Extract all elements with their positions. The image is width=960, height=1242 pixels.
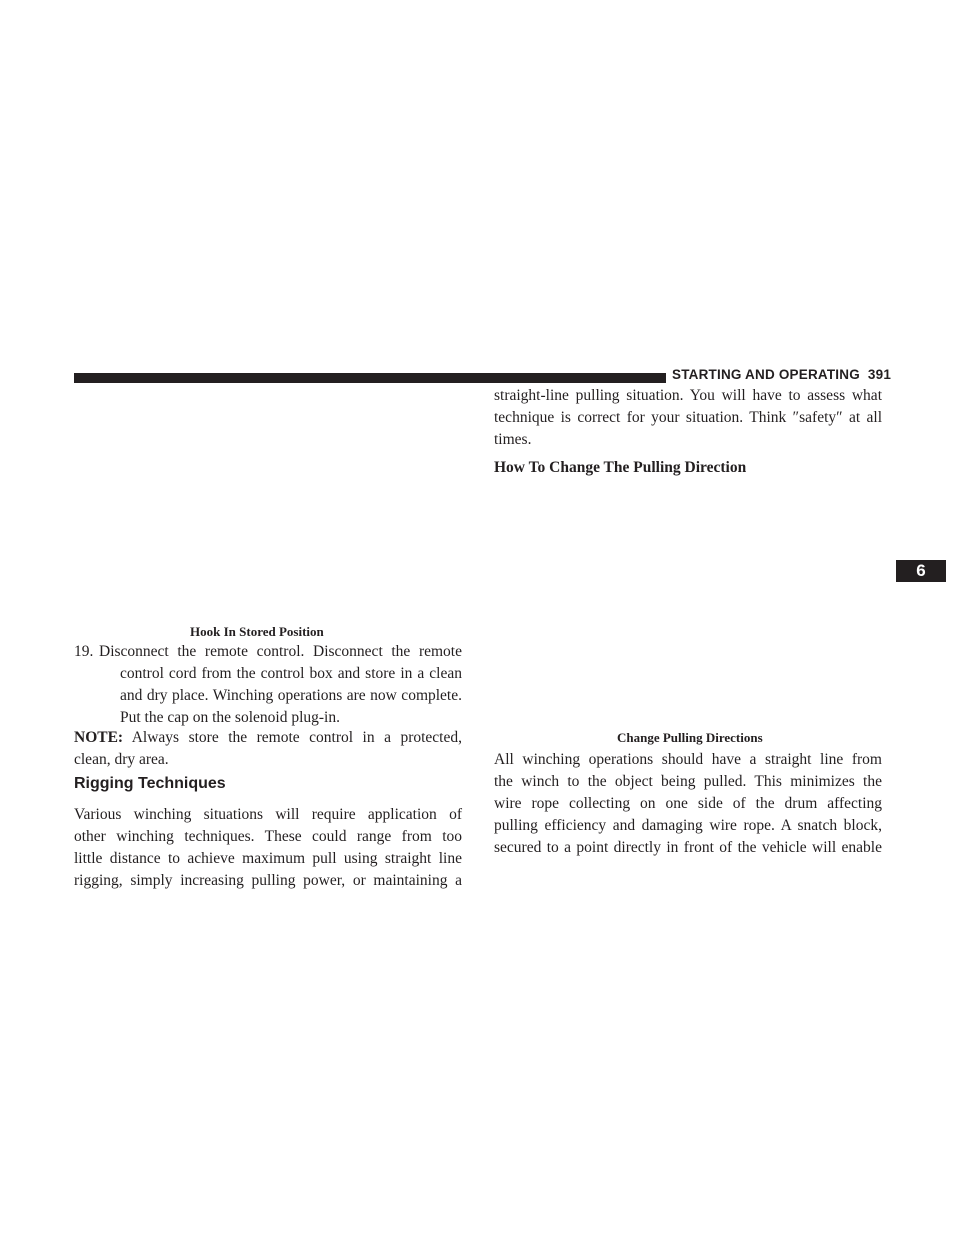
step-19 bbox=[74, 641, 462, 729]
paragraph-line: All winching operations should have a straight line from bbox=[494, 751, 882, 768]
paragraph-line: straight-line pulling situation. You will have to assess what bbox=[494, 387, 882, 404]
paragraph-line: secured to a point directly in front of the vehicle will enable bbox=[494, 839, 882, 856]
paragraph-line: little distance to achieve maximum pull using straight line bbox=[74, 850, 462, 867]
header-rule bbox=[74, 373, 666, 383]
section-title: STARTING AND OPERATING bbox=[672, 367, 860, 382]
continuation-paragraph bbox=[494, 385, 882, 451]
note-text-cont: clean, dry area. bbox=[74, 751, 169, 768]
note bbox=[74, 727, 462, 771]
page-number: 391 bbox=[867, 367, 892, 382]
step-line: Disconnect the remote control. Disconnect the remote bbox=[99, 643, 462, 660]
step-line: and dry place. Winching operations are now complete. bbox=[120, 687, 462, 704]
figure-caption-hook: Hook In Stored Position bbox=[190, 624, 324, 639]
paragraph-line: other winching techniques. These could range from too bbox=[74, 828, 462, 845]
paragraph-line: the winch to the object being pulled. This minimizes the bbox=[494, 773, 882, 790]
running-header bbox=[672, 367, 891, 382]
heading-change-pulling-direction: How To Change The Pulling Direction bbox=[494, 459, 747, 476]
figure-caption-pulling: Change Pulling Directions bbox=[617, 730, 763, 745]
rigging-paragraph bbox=[74, 804, 462, 892]
paragraph-line: pulling efficiency and damaging wire rope. A snatch block, bbox=[494, 817, 882, 834]
winching-paragraph bbox=[494, 749, 882, 859]
chapter-tab: 6 bbox=[896, 560, 946, 582]
note-label: NOTE: bbox=[74, 729, 124, 746]
paragraph-line: wire rope collecting on one side of the drum affecting bbox=[494, 795, 882, 812]
paragraph-line: Various winching situations will require application of bbox=[74, 806, 462, 823]
paragraph-line: technique is correct for your situation. Think ″safety″ at all bbox=[494, 409, 882, 426]
paragraph-line: times. bbox=[494, 431, 532, 448]
heading-rigging-techniques: Rigging Techniques bbox=[74, 775, 226, 792]
note-text: Always store the remote control in a protected, bbox=[131, 729, 462, 746]
step-text bbox=[99, 641, 462, 729]
step-line: Put the cap on the solenoid plug-in. bbox=[120, 709, 340, 726]
paragraph-line: rigging, simply increasing pulling power, or maintaining a bbox=[74, 872, 462, 889]
step-number: 19. bbox=[74, 643, 94, 660]
step-line: control cord from the control box and store in a clean bbox=[120, 665, 462, 682]
